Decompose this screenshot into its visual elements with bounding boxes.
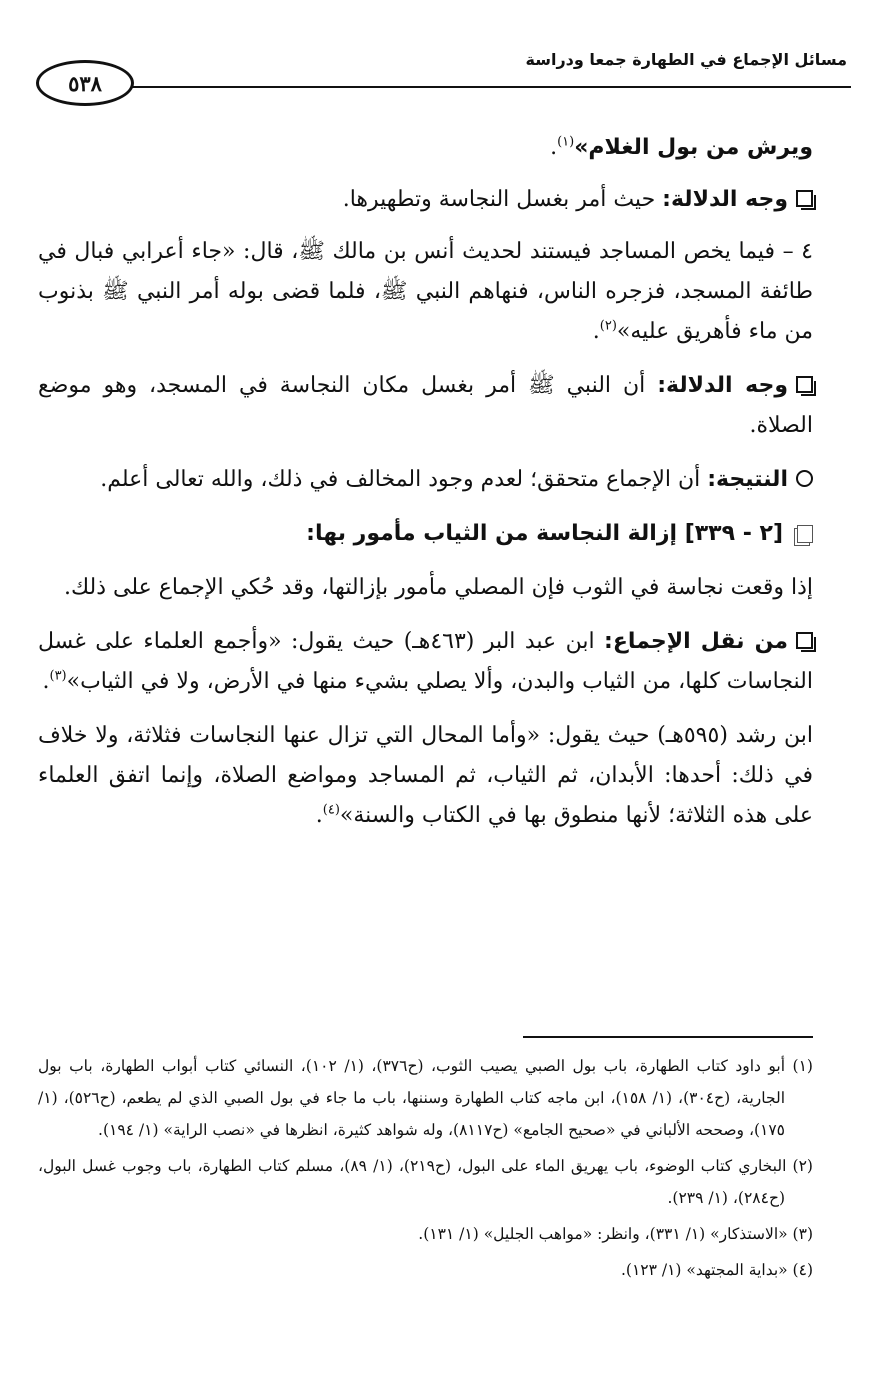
hadith-text: ٤ – فيما يخص المساجد فيستند لحديث أنس بن مالك ﷺ، قال: «جاء أعرابي فبال في طائفة المسجد، فزجره الناس، فنهاهم النبي ﷺ، فلما قضى بوله أمر النبي ﷺ بذنوب من ماء فأهريق عليه» <box>38 239 813 344</box>
footnote-1: (١) أبو داود كتاب الطهارة، باب بول الصبي يصيب الثوب، (ح٣٧٦)، (١/ ١٠٢)، النسائي كتاب أبواب الطهارة، باب بول الجارية، (ح٣٠٤)، (١/ ١٥٨)، ابن ماجه كتاب الطهارة وسننها، باب ما جاء في بول الصبي الذي لم يطعم، (ح٥٢٦)، (١/ ١٧٥)، وصححه الألباني في «صحيح الجامع» (ح٨١١٧)، وله شواهد كثيرة، انظرها في «نصب الراية» (١/ ١٩٤). <box>38 1057 813 1139</box>
sentence-end: . <box>315 803 323 828</box>
evidence-label: وجه الدلالة: <box>662 187 788 212</box>
paragraph-2 <box>38 180 813 220</box>
square-bullet-icon <box>796 190 813 207</box>
paragraph-6 <box>38 568 813 608</box>
paragraph-5 <box>38 460 813 500</box>
result-text: أن الإجماع متحقق؛ لعدم وجود المخالف في ذلك، والله تعالى أعلم. <box>100 467 701 492</box>
main-text <box>38 128 813 850</box>
intro-text: إذا وقعت نجاسة في الثوب فإن المصلي مأمور بإزالتها، وقد حُكي الإجماع على ذلك. <box>63 575 813 600</box>
paragraph-4 <box>38 366 813 446</box>
result-label: النتيجة: <box>707 467 788 492</box>
sentence-end: . <box>592 319 600 344</box>
evidence-label: وجه الدلالة: <box>657 373 789 398</box>
sentence-end: . <box>550 135 558 160</box>
section-title: [٢ - ٣٣٩] إزالة النجاسة من الثياب مأمور بها: <box>306 521 783 546</box>
footnotes <box>38 1050 813 1290</box>
consensus-text: ابن عبد البر (٤٦٣هـ) حيث يقول: «وأجمع العلماء على غسل النجاسات كلها، من الثياب والبدن، وألا يصلي بشيء منها في الأرض، ولا في الثياب» <box>38 629 813 694</box>
footnote-4: (٤) «بداية المجتهد» (١/ ١٢٣). <box>620 1261 813 1279</box>
footnote-3: (٣) «الاستذكار» (١/ ٣٣١)، وانظر: «مواهب الجليل» (١/ ١٣١). <box>418 1225 813 1243</box>
page-number: ٥٣٨ <box>36 60 134 106</box>
paragraph-3 <box>38 232 813 352</box>
footnote-2: (٢) البخاري كتاب الوضوء، باب يهريق الماء على البول، (ح٢١٩)، (١/ ٨٩)، مسلم كتاب الطهارة، باب وجوب غسل البول، (ح٢٨٤)، (١/ ٢٣٩). <box>38 1157 813 1207</box>
paragraph-1 <box>38 128 813 168</box>
footnote-ref-4[interactable]: (٤) <box>322 802 340 818</box>
page-header <box>36 44 851 104</box>
square-bullet-icon <box>796 376 813 393</box>
footnote-ref-2[interactable]: (٢) <box>599 318 617 334</box>
documents-icon <box>797 525 813 543</box>
section-heading <box>38 514 813 554</box>
circle-bullet-icon <box>796 470 813 487</box>
footnote-separator <box>523 1036 813 1038</box>
square-bullet-icon <box>796 632 813 649</box>
header-rule <box>106 86 851 88</box>
running-title: مسائل الإجماع في الطهارة جمعا ودراسة <box>525 50 847 69</box>
paragraph-8 <box>38 716 813 836</box>
ibn-rushd-text: ابن رشد (٥٩٥هـ) حيث يقول: «وأما المحال التي تزال عنها النجاسات فثلاثة، ولا خلاف في ذلك: أحدها: الأبدان، ثم الثياب، ثم المساجد ومواضع الصلاة، وإنما اتفق العلماء على هذه الثلاثة؛ لأنها منطوق بها في الكتاب والسنة» <box>38 723 813 828</box>
evidence-text: حيث أمر بغسل النجاسة وتطهيرها. <box>342 187 656 212</box>
sentence-end: . <box>42 669 50 694</box>
footnote-ref-3[interactable]: (٣) <box>49 668 67 684</box>
footnote-ref-1[interactable]: (١) <box>557 134 575 150</box>
consensus-label: من نقل الإجماع: <box>604 629 788 654</box>
paragraph-7 <box>38 622 813 702</box>
evidence-text: أن النبي ﷺ أمر بغسل مكان النجاسة في المسجد، وهو موضع الصلاة. <box>38 373 813 438</box>
quote-end-text: ويرش من بول الغلام» <box>574 135 813 160</box>
